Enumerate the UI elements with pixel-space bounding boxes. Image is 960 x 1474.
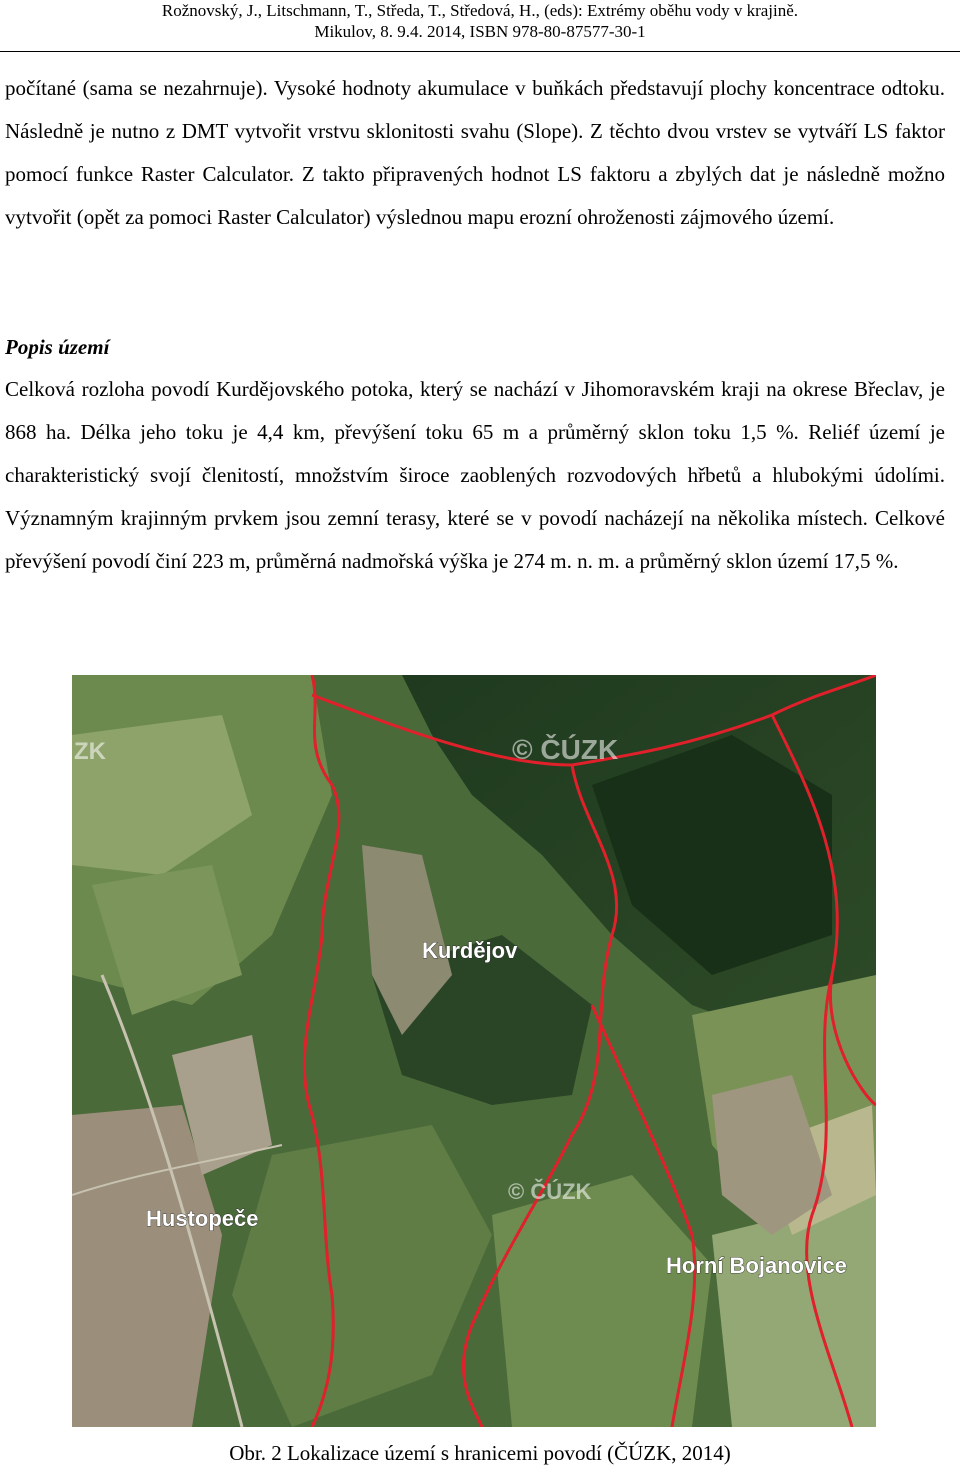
map-label-hustopece: Hustopeče: [146, 1206, 259, 1231]
header-line-venue: Mikulov, 8. 9.4. 2014, ISBN 978-80-87577-30-1: [314, 22, 646, 41]
running-header: [0, 0, 960, 42]
aerial-map-figure: [72, 675, 876, 1427]
header-line-authors: Rožnovský, J., Litschmann, T., Středa, T., Středová, H., (eds): Extrémy oběhu vody v krajině.: [161, 1, 799, 20]
map-label-horni-bojanovice: Horní Bojanovice: [666, 1253, 847, 1278]
figure-caption: Obr. 2 Lokalizace území s hranicemi povodí (ČÚZK, 2014): [229, 1441, 731, 1465]
aerial-map: [72, 675, 876, 1427]
paragraph-methods: počítané (sama se nezahrnuje). Vysoké hodnoty akumulace v buňkách představují plochy koncentrace odtoku. Následně je nutno z DMT vytvořit vrstvu sklonitosti svahu (Slope). Z těchto dvou vrstev se vytváří LS faktor pomocí funkce Raster Calculator. Z takto připravených hodnot LS faktoru a zbylých dat je následně možno vytvořit (opět za pomoci Raster Calculator) výslednou mapu erozní ohroženosti zájmového území.: [5, 76, 945, 229]
header-rule: [0, 51, 960, 52]
section-heading: Popis území: [5, 335, 110, 359]
map-watermark-top: © ČÚZK: [512, 734, 619, 765]
paragraph-area-description: Celková rozloha povodí Kurdějovského potoka, který se nachází v Jihomoravském kraji na okrese Břeclav, je 868 ha. Délka jeho toku je 4,4 km, převýšení toku 65 m a průměrný sklon toku 1,5 %. Reliéf území je charakteristický svojí členitostí, množstvím široce zaoblených rozvodových hřbetů a hlubokými údolími. Významným krajinným prvkem jsou zemní terasy, které se v povodí nacházejí na několika místech. Celkové převýšení povodí činí 223 m, průměrná nadmořská výška je 274 m. n. m. a průměrný sklon území 17,5 %.: [5, 377, 945, 573]
map-watermark-middle: © ČÚZK: [508, 1179, 592, 1204]
map-label-kurdejov: Kurdějov: [422, 938, 518, 963]
map-watermark-left: ZK: [74, 738, 106, 765]
